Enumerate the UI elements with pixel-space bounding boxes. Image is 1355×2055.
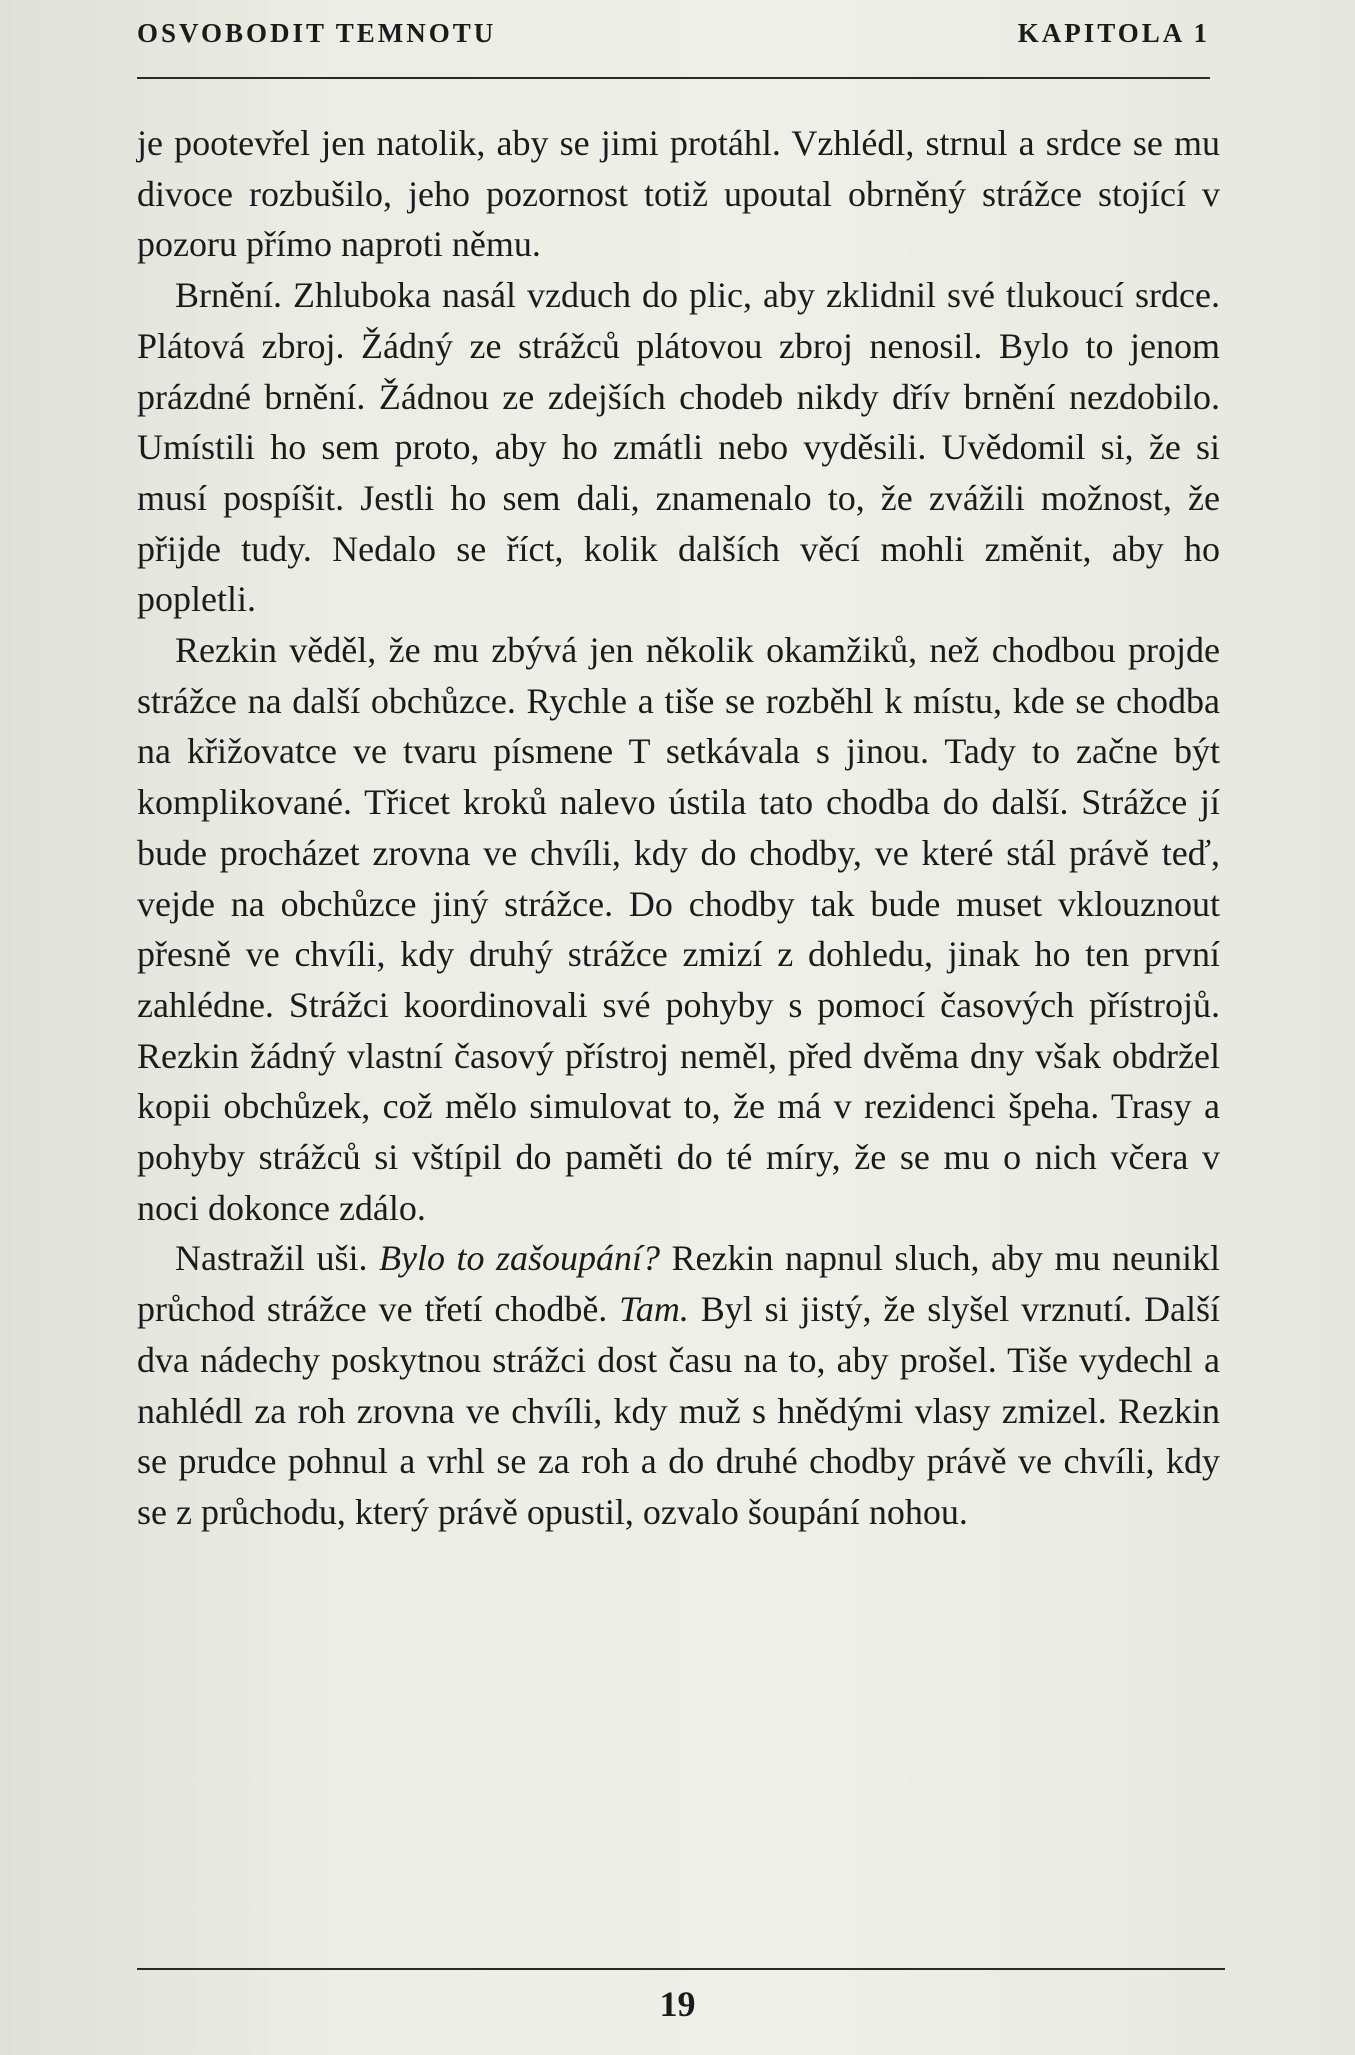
page-number: 19: [659, 1984, 696, 2024]
text-run: Rezkin napnul sluch, aby mu neunikl průchod strážce ve třetí chodbě.: [137, 1238, 1221, 1330]
paragraph: [137, 1233, 1220, 1537]
text-run: Nastražil uši.: [175, 1238, 379, 1279]
text-run: Byl si jistý, že slyšel vrznutí. Další dva nádechy poskytnou strážci dost času na to, aby prošel. Tiše vydechl a nahlédl za roh zrovna ve chvíli, kdy muž s hnědými vlasy zmizel. Rezkin se prudce pohnul a vrhl se za roh a do druhé chodby právě ve chvíli, kdy se z průchodu, který právě opustil, ozvalo šoupání nohou.: [137, 1289, 1220, 1532]
header-divider: [137, 77, 1210, 79]
body-text: [137, 118, 1220, 1538]
italic-text: Tam.: [619, 1289, 689, 1330]
paragraph: je pootevřel jen natolik, aby se jimi protáhl. Vzhlédl, strnul a srdce se mu divoce rozbušilo, jeho pozornost totiž upoutal obrněný strážce stojící v pozoru přímo naproti němu.: [137, 123, 1220, 265]
paragraph: Brnění. Zhluboka nasál vzduch do plic, aby zklidnil své tlukoucí srdce. Plátová zbroj. Žádný ze strážců plátovou zbroj nenosil. Bylo to jenom prázdné brnění. Žádnou ze zdejších chodeb nikdy dřív brnění nezdobilo. Umístili ho sem proto, aby ho zmátli nebo vyděsili. Uvědomil si, že si musí pospíšit. Jestli ho sem dali, znamenalo to, že zvážili možnost, že přijde tudy. Nedalo se říct, kolik dalších věcí mohli změnit, aby ho popletli.: [137, 275, 1220, 620]
book-title: OSVOBODIT TEMNOTU: [137, 18, 497, 48]
chapter-label: KAPITOLA 1: [1017, 18, 1210, 48]
footer-divider: [137, 1968, 1225, 1970]
paragraph: Rezkin věděl, že mu zbývá jen několik okamžiků, než chodbou projde strážce na další obchůzce. Rychle a tiše se rozběhl k místu, kde se chodba na křižovatce ve tvaru písmene T setkávala s jinou. Tady to začne být komplikované. Třicet kroků nalevo ústila tato chodba do další. Strážce jí bude procházet zrovna ve chvíli, kdy do chodby, ve které stál právě teď, vejde na obchůzce jiný strážce. Do chodby tak bude muset vklouznout přesně ve chvíli, kdy druhý strážce zmizí z dohledu, jinak ho ten první zahlédne. Strážci koordinovali své pohyby s pomocí časových přístrojů. Rezkin žádný vlastní časový přístroj neměl, před dvěma dny však obdržel kopii obchůzek, což mělo simulovat to, že má v rezidenci špeha. Trasy a pohyby strážců si vštípil do paměti do té míry, že se mu o nich včera v noci dokonce zdálo.: [137, 630, 1220, 1228]
italic-text: Bylo to zašoupání?: [378, 1238, 661, 1279]
running-header: [137, 18, 1210, 58]
